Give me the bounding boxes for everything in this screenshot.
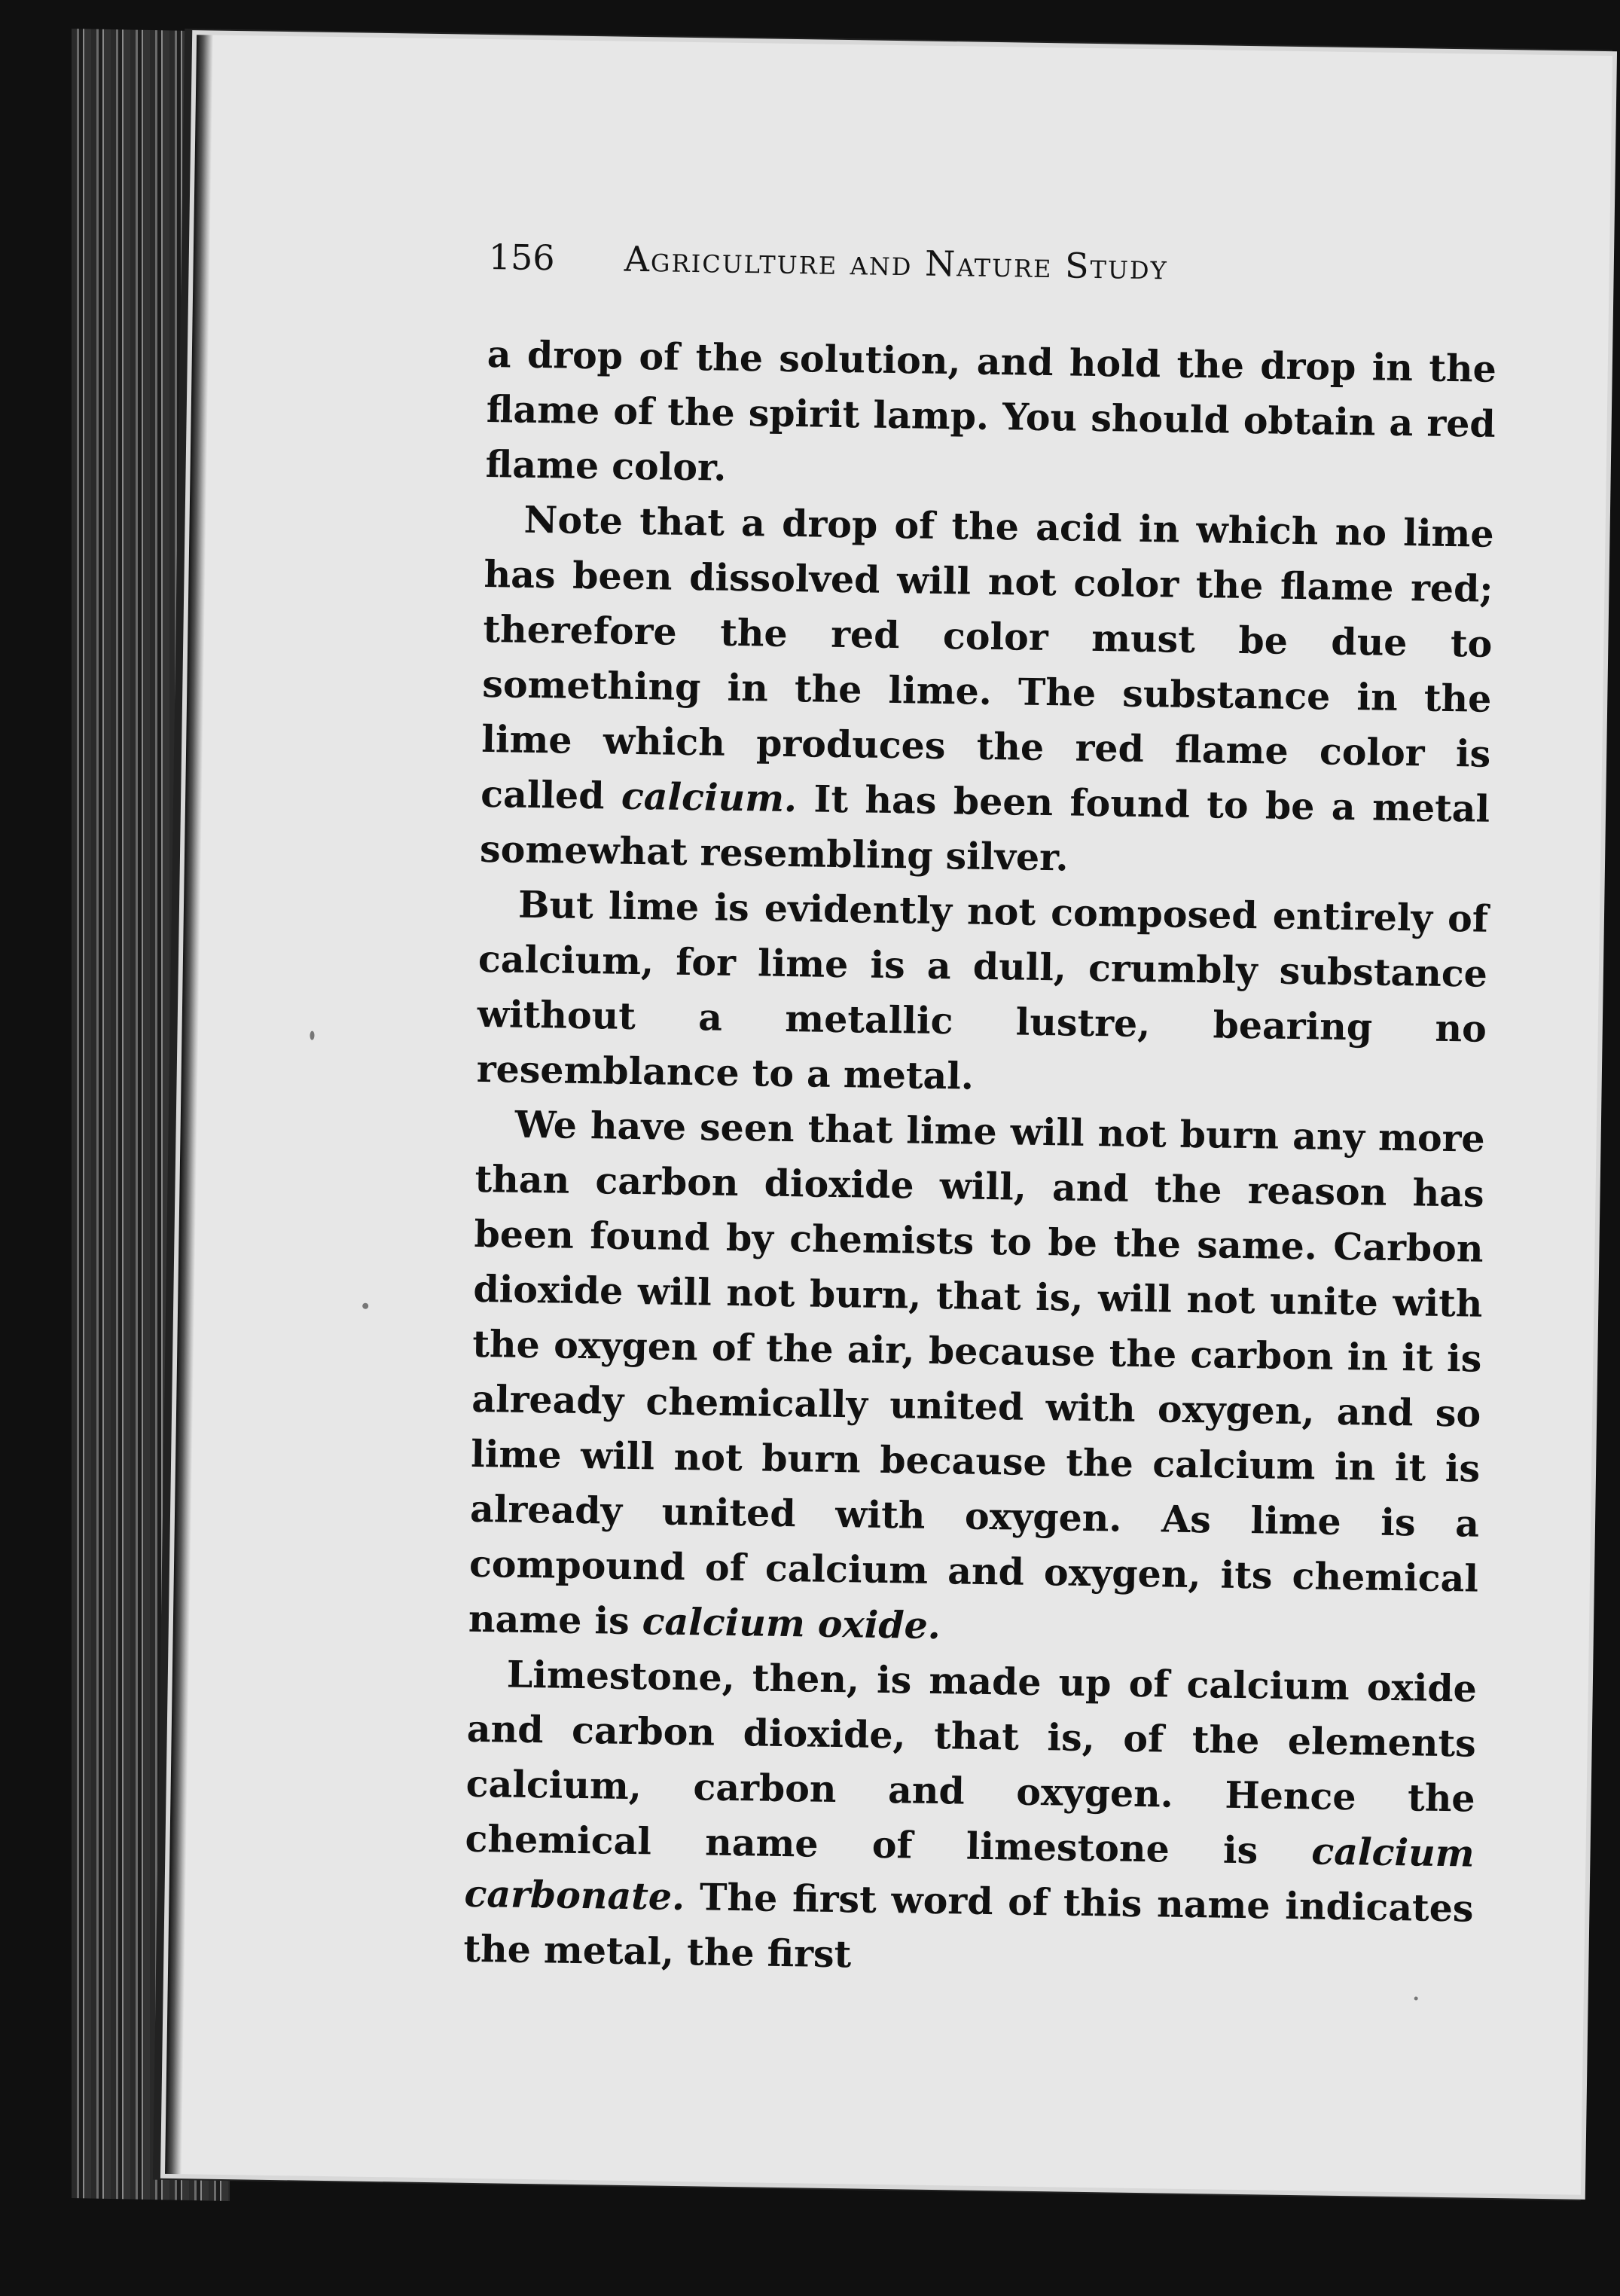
paragraph-5 [463,1647,1477,1992]
paragraph-5-text-end: The first word of this name indicates the metal, the first [463,1875,1474,1977]
paragraph-2-text: Note that a drop of the acid in which no lime has been dissolved will not color the flame red; therefore the red color must be due to something in the lime. The substance in the lime which produces the red flame color is called [480,497,1494,818]
term-calcium-oxide: calcium oxide. [642,1599,941,1648]
term-calcium: calcium. [621,774,798,821]
page-number: 156 [488,236,556,279]
paragraph-2-text-end: It has been found to be a metal somewhat resembling silver. [479,777,1490,880]
paragraph-5-text: Limestone, then, is made up of calcium oxide and carbon dioxide, that is, of the elements calcium, carbon and oxygen. Hence the chemical name of limestone is [465,1652,1478,1873]
running-title: Agriculture and Nature Study [624,238,1169,288]
paragraph-4 [468,1097,1485,1662]
paragraph-2 [480,492,1494,892]
paragraph-4-text: We have seen that lime will not burn any more than carbon dioxide will, and the reason has been found by chemists to be the same. Carbon dioxide will not burn, that is, will not unite with the oxygen of the air, because the carbon in it is already chemically united with oxygen, and so lime will not burn because the calcium in it is already united with oxygen. As lime is a compound of calcium and oxygen, its chemical name is [468,1102,1486,1644]
running-head [488,237,1168,287]
paper-speck [362,1303,368,1309]
body-text [463,327,1496,1992]
paper-speck [1414,1996,1418,2000]
paragraph-3-text: But lime is evidently not composed entirely of calcium, for lime is a dull, crumbly substance without a metallic lustre, bearing no resemblance to a metal. [476,882,1489,1098]
paragraph-1-text: a drop of the solution, and hold the drop in the flame of the spirit lamp. You should obtain a red flame color. [485,331,1497,490]
paragraph-1 [485,327,1496,507]
term-calcium-carbonate: calcium carbonate. [464,1829,1475,1919]
paragraph-3 [476,877,1488,1112]
book-page [165,35,1612,2195]
paper-speck [310,1031,314,1040]
